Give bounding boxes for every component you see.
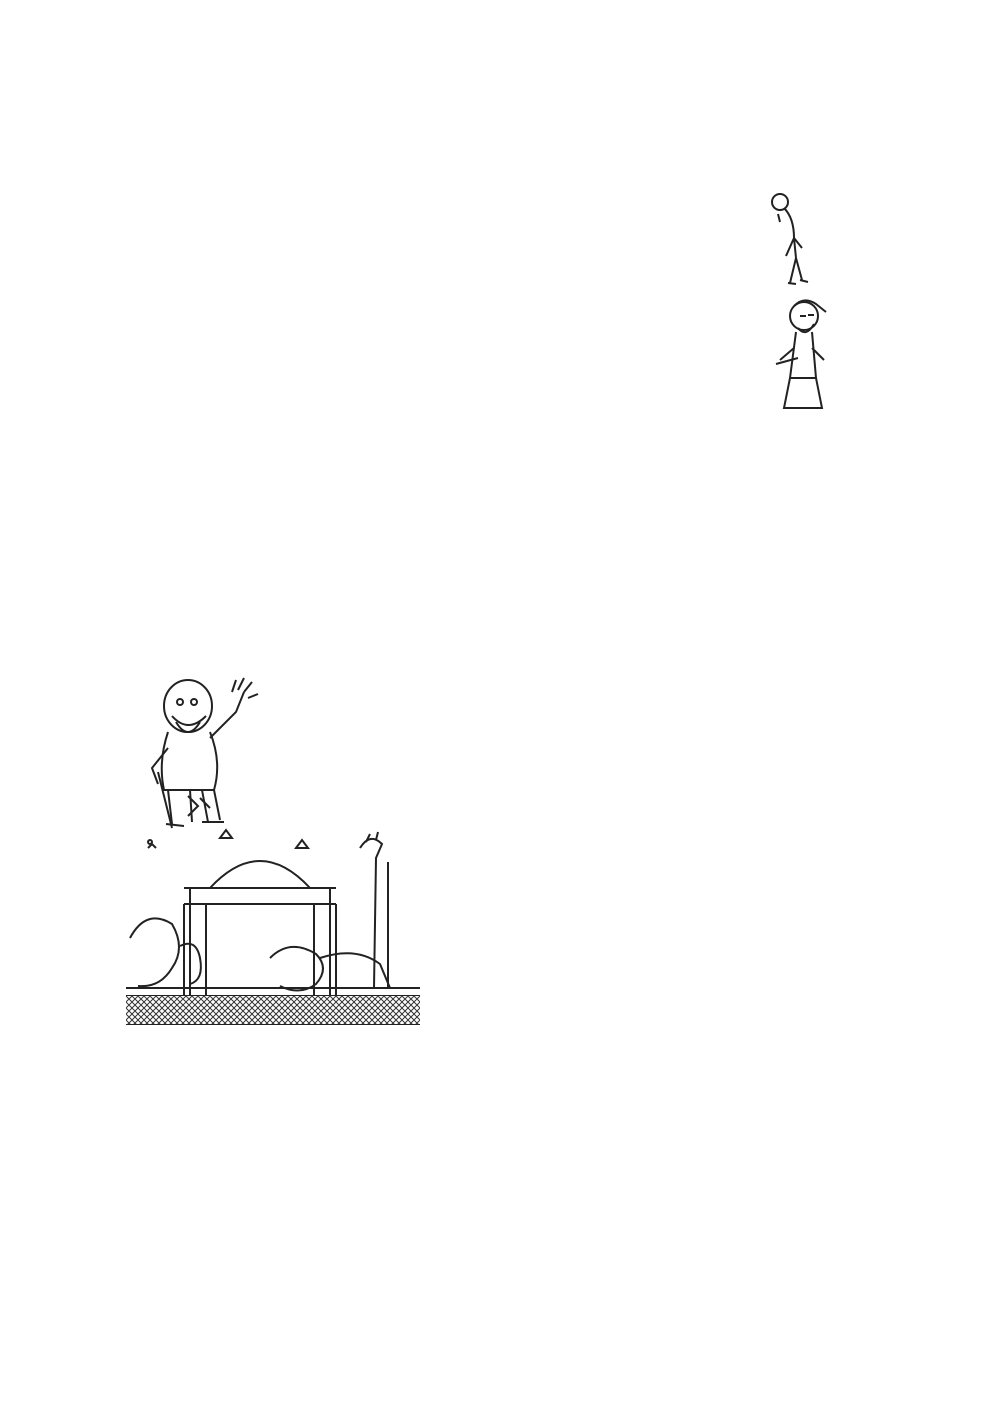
logo-mark-icon (700, 1382, 724, 1406)
logo-mark-cell (700, 1382, 712, 1394)
liveworksheets-logo (700, 1378, 727, 1410)
logo-mark-cell (713, 1382, 725, 1394)
zoo-gate-illustration (120, 828, 420, 1030)
gingerbread-border-top (40, 34, 960, 78)
gingerbread-border-bottom (40, 1332, 960, 1376)
tired-figure-illustration (750, 188, 840, 418)
gingerbread-border-left (40, 34, 84, 1376)
gingerbread-border-right (916, 34, 960, 1376)
logo-mark-cell (700, 1395, 712, 1407)
logo-mark-cell (713, 1395, 725, 1407)
grandpa-illustration (128, 672, 268, 834)
